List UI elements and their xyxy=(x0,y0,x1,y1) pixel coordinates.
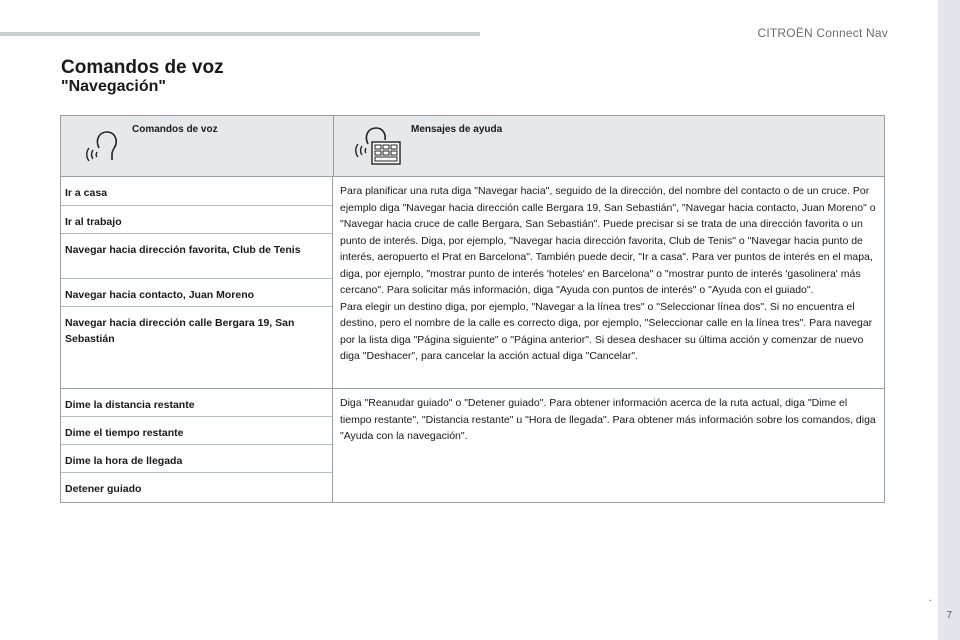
page-marker: . xyxy=(928,590,932,604)
table-header xyxy=(61,116,884,177)
table-cell-command: Detener guiado xyxy=(65,483,142,495)
table-cell-command: Ir al trabajo xyxy=(61,206,332,234)
table-cell-command: Navegar hacia dirección calle Bergara 19, San Sebastián xyxy=(65,317,295,345)
header-help-label: Mensajes de ayuda xyxy=(411,124,503,135)
page-title: Comandos de voz xyxy=(61,57,224,78)
table-cell-command: Dime la distancia restante xyxy=(61,389,332,417)
help-text-cell xyxy=(333,177,884,388)
table-cell-command: Navegar hacia contacto, Juan Moreno xyxy=(61,279,332,307)
header-commands-cell xyxy=(61,116,334,176)
side-strip xyxy=(938,0,960,640)
header-commands-label: Comandos de voz xyxy=(132,124,218,135)
voice-command-icon xyxy=(83,126,123,166)
page-number: 7 xyxy=(946,610,952,621)
brand-label: CITROËN Connect Nav xyxy=(757,26,888,40)
page-subtitle: "Navegación" xyxy=(61,78,166,95)
table-cell-command: Dime la hora de llegada xyxy=(61,445,332,473)
table-cell-command: Navegar hacia dirección favorita, Club de Tenis xyxy=(61,234,332,279)
table-cell-command: Dime el tiempo restante xyxy=(61,417,332,445)
help-text-cell xyxy=(333,389,884,502)
commands-column xyxy=(61,389,333,502)
commands-column xyxy=(61,177,333,388)
voice-help-icon xyxy=(354,124,404,168)
voice-commands-table xyxy=(60,115,885,503)
help-paragraph: Para planificar una ruta diga "Navegar hacia", seguido de la dirección, del nombre del contacto o de un cruce. Por ejemplo diga "Navegar hacia dirección calle Bergara 19, San Sebastián", "Navegar hacia contacto, Juan Moreno" o "Navegar hacia cruce de calle Bergara, San Sebastián". Puede precisar si se trata de una dirección favorita o un punto de interés. Diga, por ejemplo, "Navegar hacia dirección favorita, Club de Tenis" o "Navegar hacia punto de interés, aeropuerto el Prat en Barcelona". También puede decir, "Ir a casa". Para ver puntos de interés en el mapa, diga, por ejemplo, "mostrar punto de interés 'hoteles' en Barcelona" o "mostrar punto de interés 'gasolinera' más cercano". Para solicitar más información, diga "Ayuda con puntos de interés" o "Ayuda con el guiado". xyxy=(340,185,876,296)
help-paragraph: Diga "Reanudar guiado" o "Detener guiado". Para obtener información acerca de la ruta actual, diga "Dime el tiempo restante", "Distancia restante" u "Hora de llegada". Para obtener más información sobre los comandos, diga "Ayuda con la navegación". xyxy=(340,397,876,442)
header-rule xyxy=(0,32,480,36)
table-row-group xyxy=(61,177,884,389)
table-row-group xyxy=(61,389,884,502)
header-help-cell xyxy=(334,116,884,176)
help-paragraph: Para elegir un destino diga, por ejemplo, "Navegar a la línea tres" o "Seleccionar línea dos". Si no encuentra el destino, pero el nombre de la calle es correcto diga, por ejemplo, "Seleccionar calle en la línea tres". Para navegar por la lista diga "Página siguiente" o "Página anterior". Si desea deshacer su última acción y comenzar de nuevo diga "Deshacer", para cancelar la acción actual diga "Cancelar". xyxy=(340,300,873,362)
table-cell-command: Ir a casa xyxy=(61,177,332,206)
